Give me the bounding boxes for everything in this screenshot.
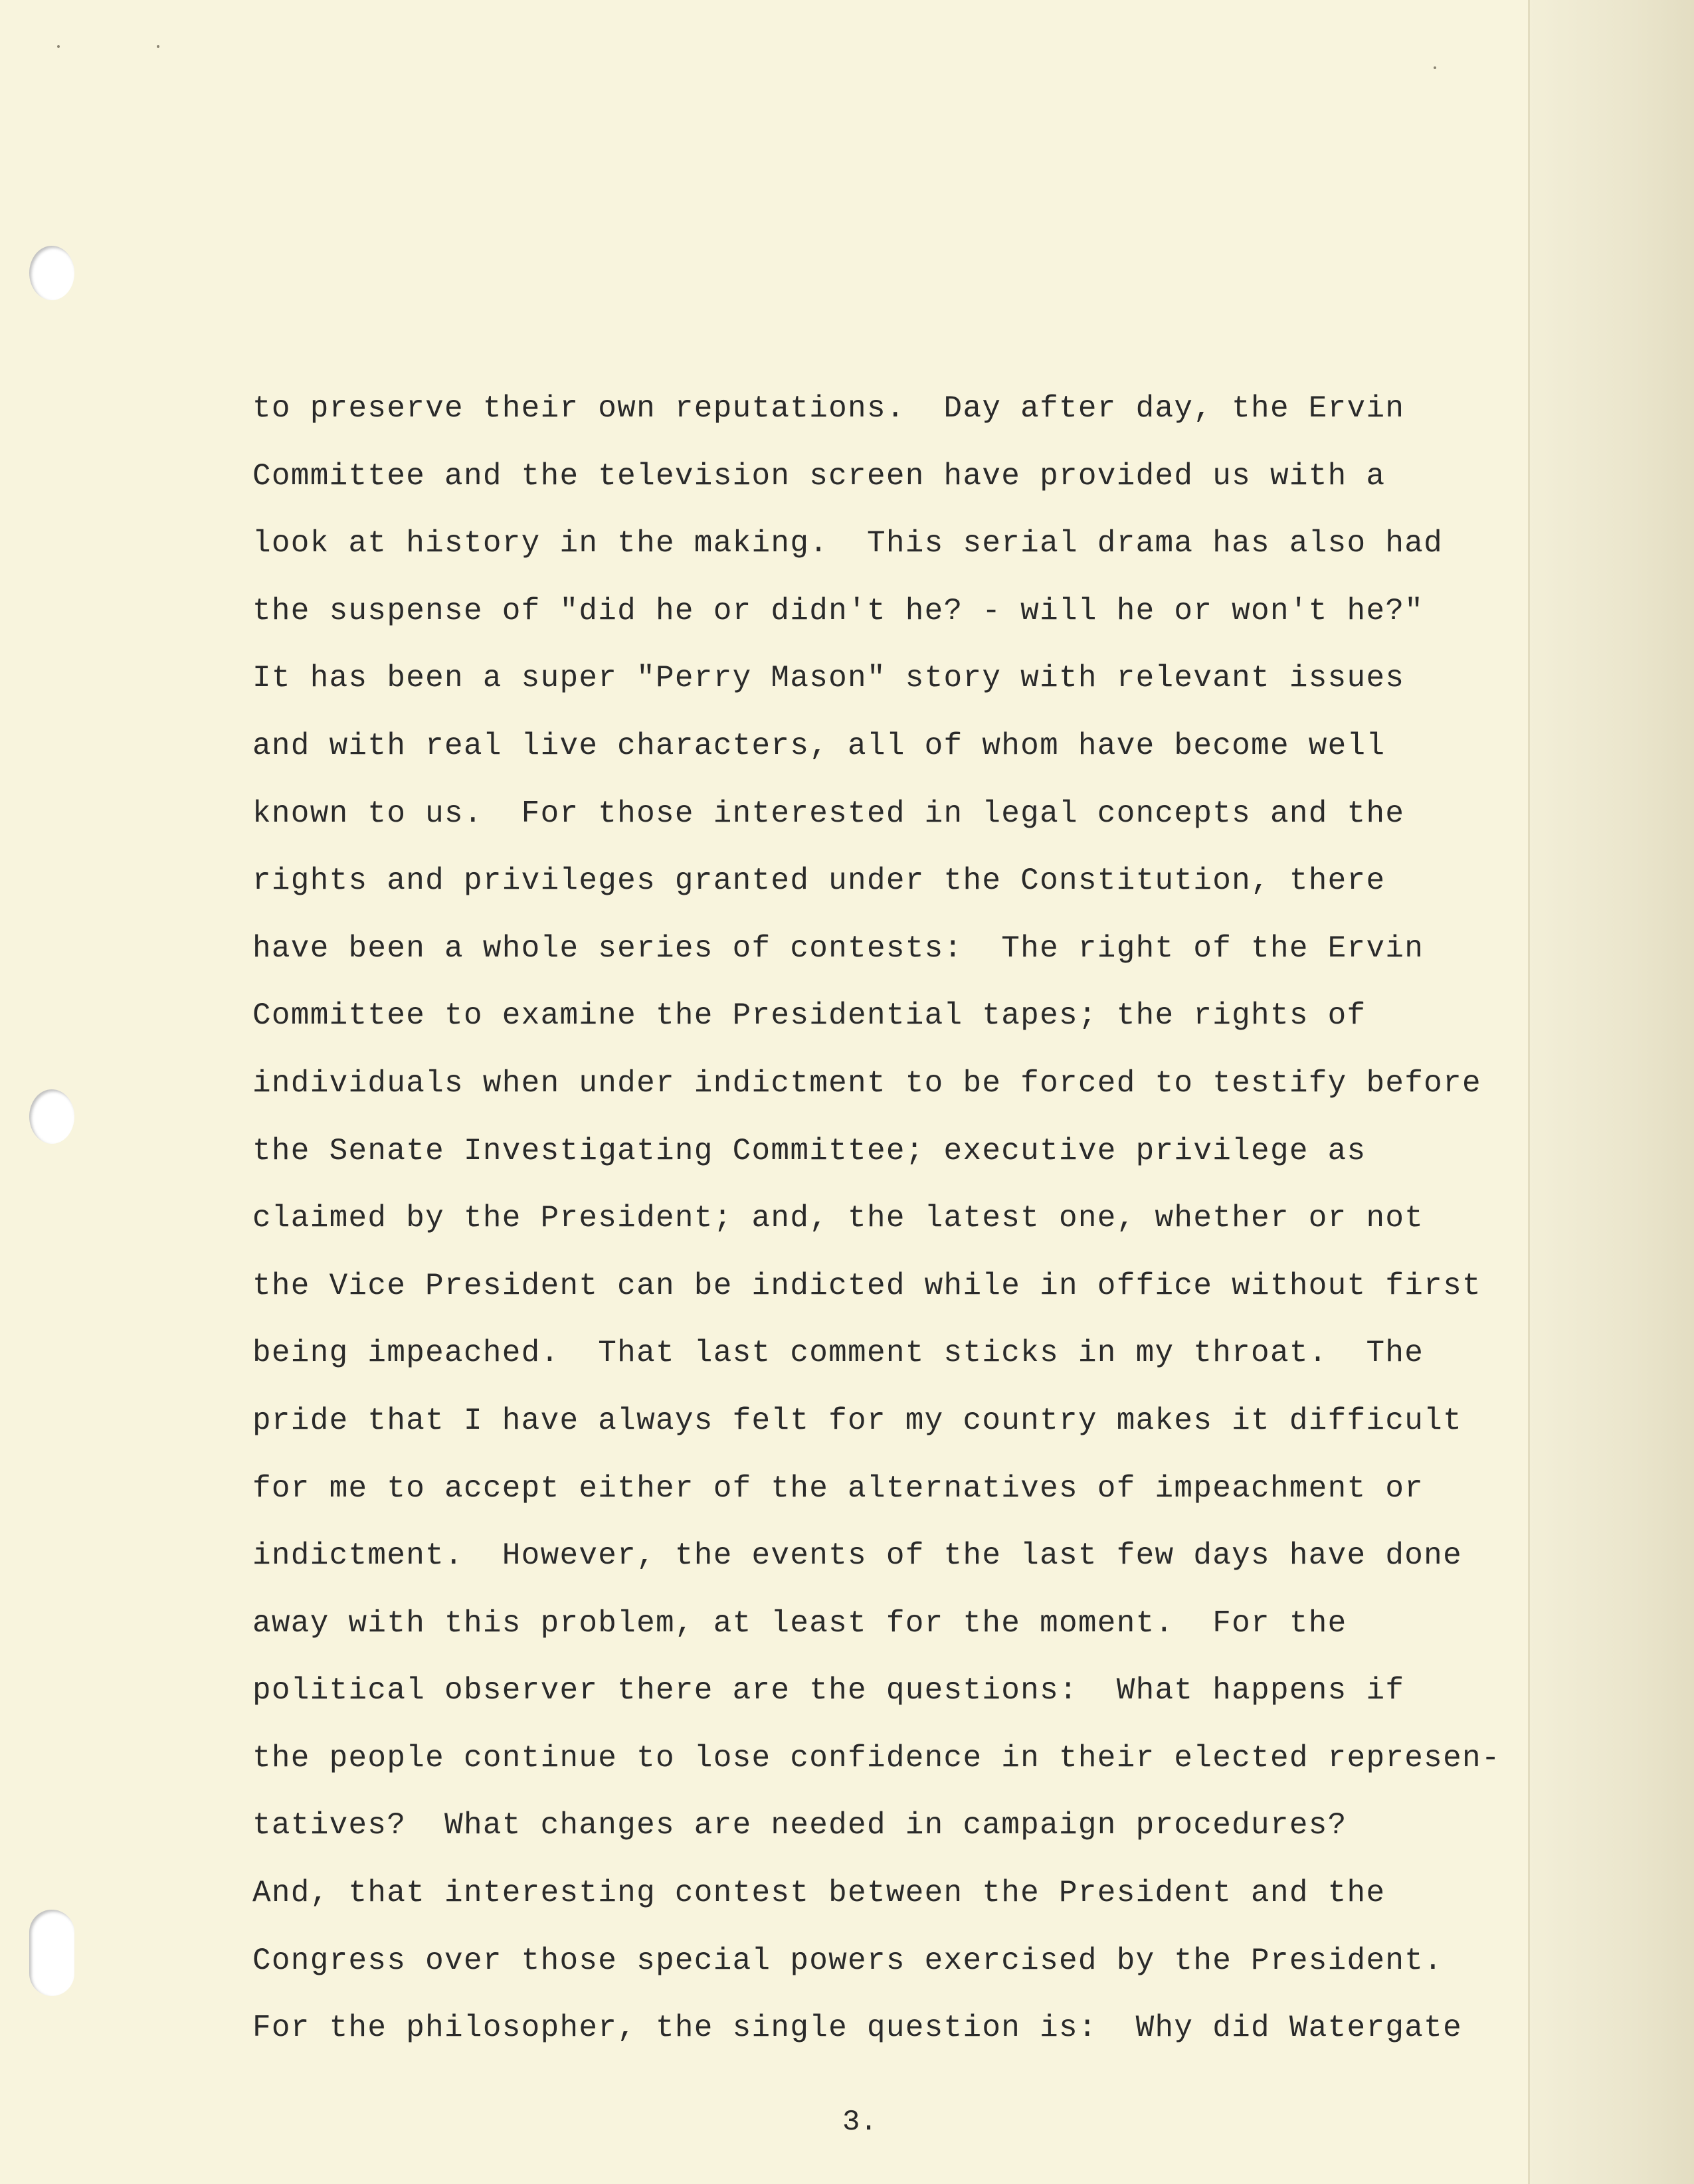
text-line: the Vice President can be indicted while in office without first bbox=[252, 1268, 1481, 1303]
text-line: for me to accept either of the alternatives of impeachment or bbox=[252, 1471, 1424, 1506]
text-line: individuals when under indictment to be forced to testify before bbox=[252, 1065, 1481, 1101]
text-line: For the philosopher, the single question is: Why did Watergate bbox=[252, 2011, 1462, 2046]
binder-hole-top bbox=[29, 246, 74, 300]
text-line: away with this problem, at least for the moment. For the bbox=[252, 1605, 1347, 1641]
text-line: known to us. For those interested in legal concepts and the bbox=[252, 796, 1405, 831]
text-line: the Senate Investigating Committee; executive privilege as bbox=[252, 1133, 1366, 1168]
text-line: And, that interesting contest between the President and the bbox=[252, 1876, 1386, 1911]
paper-speck bbox=[1434, 66, 1436, 69]
text-line: being impeached. That last comment sticks in my throat. The bbox=[252, 1336, 1424, 1371]
paper-speck bbox=[157, 45, 159, 48]
text-line: the people continue to lose confidence in their elected represen- bbox=[252, 1740, 1501, 1775]
page-number: 3. bbox=[842, 2106, 878, 2139]
text-line: tatives? What changes are needed in campaign procedures? bbox=[252, 1808, 1347, 1843]
text-line: Committee and the television screen have provided us with a bbox=[252, 458, 1386, 494]
text-line: to preserve their own reputations. Day after day, the Ervin bbox=[252, 391, 1405, 426]
text-line: and with real live characters, all of whom have become well bbox=[252, 728, 1386, 763]
text-line: rights and privileges granted under the Constitution, there bbox=[252, 864, 1386, 899]
text-line: political observer there are the questions: What happens if bbox=[252, 1673, 1405, 1708]
text-line: indictment. However, the events of the last few days have done bbox=[252, 1538, 1462, 1574]
binder-hole-middle bbox=[29, 1089, 74, 1144]
text-line: Committee to examine the Presidential tapes; the rights of bbox=[252, 998, 1366, 1034]
text-line: claimed by the President; and, the latest one, whether or not bbox=[252, 1201, 1424, 1236]
text-line: the suspense of "did he or didn't he? - will he or won't he?" bbox=[252, 593, 1424, 628]
binder-hole-bottom bbox=[29, 1910, 74, 1996]
text-line: Congress over those special powers exercised by the President. bbox=[252, 1943, 1444, 1978]
text-line: have been a whole series of contests: The right of the Ervin bbox=[252, 931, 1424, 966]
text-line: It has been a super "Perry Mason" story with relevant issues bbox=[252, 661, 1405, 696]
paper-speck bbox=[57, 45, 60, 48]
typed-text-body bbox=[252, 389, 1574, 2076]
text-line: pride that I have always felt for my country makes it difficult bbox=[252, 1403, 1462, 1438]
text-line: look at history in the making. This serial drama has also had bbox=[252, 526, 1444, 561]
